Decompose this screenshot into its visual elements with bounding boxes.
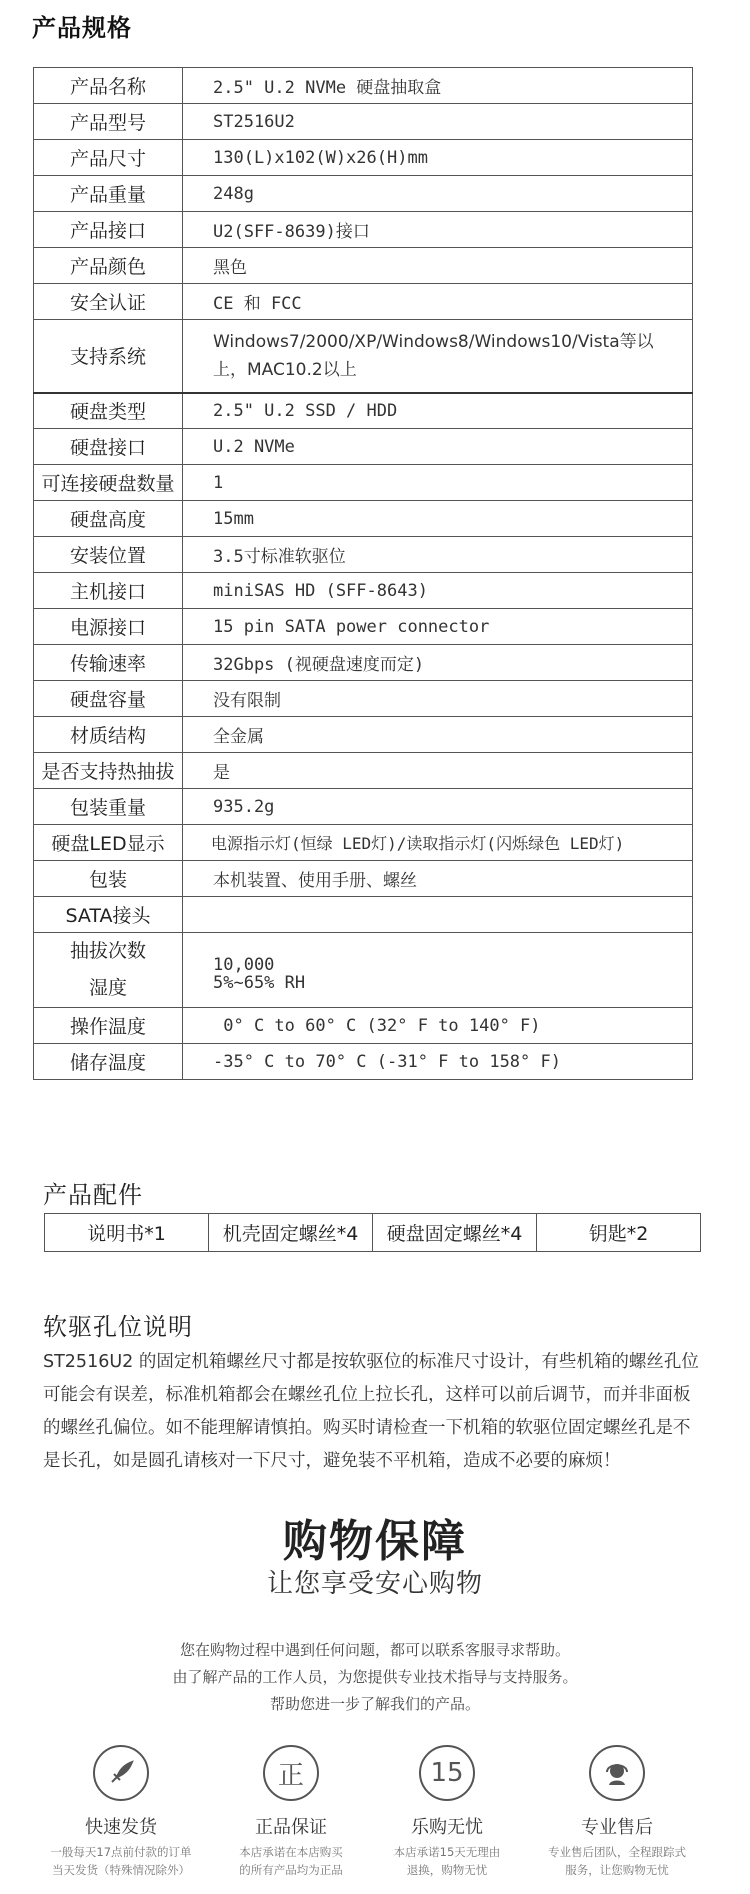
feature-worry-free bbox=[357, 1745, 537, 1879]
accessory-item: 硬盘固定螺丝*4 bbox=[373, 1214, 537, 1252]
accessories-title: 产品配件 bbox=[43, 1181, 143, 1209]
spec-value: 全金属 bbox=[183, 717, 693, 753]
spec-label: 产品名称 bbox=[34, 68, 183, 104]
spec-value: 248g bbox=[183, 176, 693, 212]
spec-value: 0° C to 60° C (32° F to 140° F) bbox=[183, 1008, 693, 1044]
spec-label: 硬盘高度 bbox=[34, 501, 183, 537]
feature-desc: 服务，让您购物无忧 bbox=[565, 1863, 669, 1877]
service-line: 由了解产品的工作人员，为您提供专业技术指导与支持服务。 bbox=[172, 1668, 578, 1686]
feature-title: 乐购无忧 bbox=[411, 1817, 483, 1838]
spec-label: 支持系统 bbox=[34, 320, 183, 393]
spec-value: 2.5" U.2 NVMe 硬盘抽取盒 bbox=[183, 68, 693, 104]
feature-desc: 本店承诺在本店购买 bbox=[239, 1845, 343, 1859]
spec-value: U2(SFF-8639)接口 bbox=[183, 212, 693, 248]
spec-label: 产品颜色 bbox=[34, 248, 183, 284]
spec-value: 3.5寸标准软驱位 bbox=[183, 537, 693, 573]
spec-value-pair bbox=[183, 933, 693, 1008]
spec-label: SATA接头 bbox=[34, 897, 183, 933]
spec-value: 15 pin SATA power connector bbox=[183, 609, 693, 645]
spec-value: -35° C to 70° C (-31° F to 158° F) bbox=[183, 1044, 693, 1080]
guarantee-title: 购物保障 bbox=[283, 1516, 467, 1567]
spec-label: 硬盘类型 bbox=[34, 393, 183, 429]
rocket-icon bbox=[93, 1745, 149, 1801]
spec-value: 电源指示灯(恒绿 LED灯)/读取指示灯(闪烁绿色 LED灯) bbox=[183, 825, 693, 861]
spec-label-pair bbox=[34, 933, 183, 1008]
genuine-icon: 正 bbox=[263, 1745, 319, 1801]
spec-label: 湿度 bbox=[88, 977, 127, 999]
spec-label: 产品重量 bbox=[34, 176, 183, 212]
spec-value: 1 bbox=[183, 465, 693, 501]
spec-label: 材质结构 bbox=[34, 717, 183, 753]
spec-label: 硬盘LED显示 bbox=[34, 825, 183, 861]
spec-label: 硬盘容量 bbox=[34, 681, 183, 717]
spec-label: 操作温度 bbox=[34, 1008, 183, 1044]
spec-value: U.2 NVMe bbox=[183, 429, 693, 465]
guarantee-subtitle: 让您享受安心购物 bbox=[266, 1569, 483, 1599]
feature-desc: 退换，购物无忧 bbox=[406, 1863, 488, 1877]
feature-desc: 的所有产品均为正品 bbox=[239, 1863, 343, 1877]
spec-value: 15mm bbox=[183, 501, 693, 537]
floppy-description: ST2516U2 的固定机箱螺丝尺寸都是按软驱位的标准尺寸设计，有些机箱的螺丝孔位可能会有误差，标准机箱都会在螺丝孔位上拉长孔，这样可以前后调节，而并非面板的螺丝孔偏位。如不能理解请慎拍。购买时请检查一下机箱的软驱位固定螺丝孔是不是长孔，如是圆孔请核对一下尺寸，避免装不平机箱，造成不必要的麻烦！ bbox=[43, 1352, 699, 1471]
spec-value: miniSAS HD (SFF-8643) bbox=[183, 573, 693, 609]
spec-label: 包装重量 bbox=[34, 789, 183, 825]
feature-desc: 当天发货（特殊情况除外） bbox=[52, 1863, 190, 1877]
feature-title: 快速发货 bbox=[85, 1817, 157, 1838]
spec-label: 硬盘接口 bbox=[34, 429, 183, 465]
spec-value: 5%~65% RH bbox=[213, 973, 306, 993]
spec-label: 包装 bbox=[34, 861, 183, 897]
spec-value: 本机装置、使用手册、螺丝 bbox=[183, 861, 693, 897]
service-line: 您在购物过程中遇到任何问题，都可以联系客服寻求帮助。 bbox=[179, 1641, 570, 1659]
spec-label: 产品型号 bbox=[34, 104, 183, 140]
feature-desc: 本店承诺15天无理由 bbox=[393, 1845, 501, 1859]
spec-label: 储存温度 bbox=[34, 1044, 183, 1080]
spec-label: 电源接口 bbox=[34, 609, 183, 645]
spec-value: 是 bbox=[183, 753, 693, 789]
spec-value: 130(L)x102(W)x26(H)mm bbox=[183, 140, 693, 176]
headset-agent-icon bbox=[589, 1745, 645, 1801]
feature-genuine bbox=[201, 1745, 381, 1879]
spec-value: 没有限制 bbox=[183, 681, 693, 717]
spec-label: 传输速率 bbox=[34, 645, 183, 681]
floppy-title: 软驱孔位说明 bbox=[43, 1313, 193, 1341]
spec-value: CE 和 FCC bbox=[183, 284, 693, 320]
accessory-item: 说明书*1 bbox=[45, 1214, 209, 1252]
spec-table bbox=[33, 67, 693, 1080]
spec-value: ST2516U2 bbox=[183, 104, 693, 140]
spec-label: 安全认证 bbox=[34, 284, 183, 320]
spec-value: Windows7/2000/XP/Windows8/Windows10/Vista等以上，MAC10.2以上 bbox=[183, 320, 693, 393]
service-line: 帮助您进一步了解我们的产品。 bbox=[269, 1695, 480, 1713]
spec-label: 可连接硬盘数量 bbox=[34, 465, 183, 501]
spec-value: 黑色 bbox=[183, 248, 693, 284]
feature-after-sales bbox=[527, 1745, 707, 1879]
feature-desc: 一般每天17点前付款的订单 bbox=[50, 1845, 192, 1859]
spec-label: 安装位置 bbox=[34, 537, 183, 573]
spec-label: 抽拔次数 bbox=[69, 940, 146, 962]
page-title: 产品规格 bbox=[32, 14, 132, 42]
spec-label: 是否支持热抽拔 bbox=[34, 753, 183, 789]
service-text bbox=[0, 1637, 750, 1718]
spec-value: 935.2g bbox=[183, 789, 693, 825]
accessory-item: 钥匙*2 bbox=[537, 1214, 701, 1252]
spec-value bbox=[183, 897, 693, 933]
accessory-item: 机壳固定螺丝*4 bbox=[209, 1214, 373, 1252]
spec-label: 产品尺寸 bbox=[34, 140, 183, 176]
spec-value: 10,000 bbox=[213, 955, 275, 975]
spec-value: 2.5" U.2 SSD / HDD bbox=[183, 393, 693, 429]
spec-label: 产品接口 bbox=[34, 212, 183, 248]
feature-fast-shipping bbox=[31, 1745, 211, 1879]
feature-title: 正品保证 bbox=[255, 1817, 327, 1838]
spec-value: 32Gbps (视硬盘速度而定) bbox=[183, 645, 693, 681]
spec-label: 主机接口 bbox=[34, 573, 183, 609]
accessories-table bbox=[44, 1213, 701, 1252]
feature-desc: 专业售后团队，全程跟踪式 bbox=[548, 1845, 686, 1859]
fifteen-days-icon: 15 bbox=[419, 1745, 475, 1801]
feature-title: 专业售后 bbox=[581, 1817, 653, 1838]
